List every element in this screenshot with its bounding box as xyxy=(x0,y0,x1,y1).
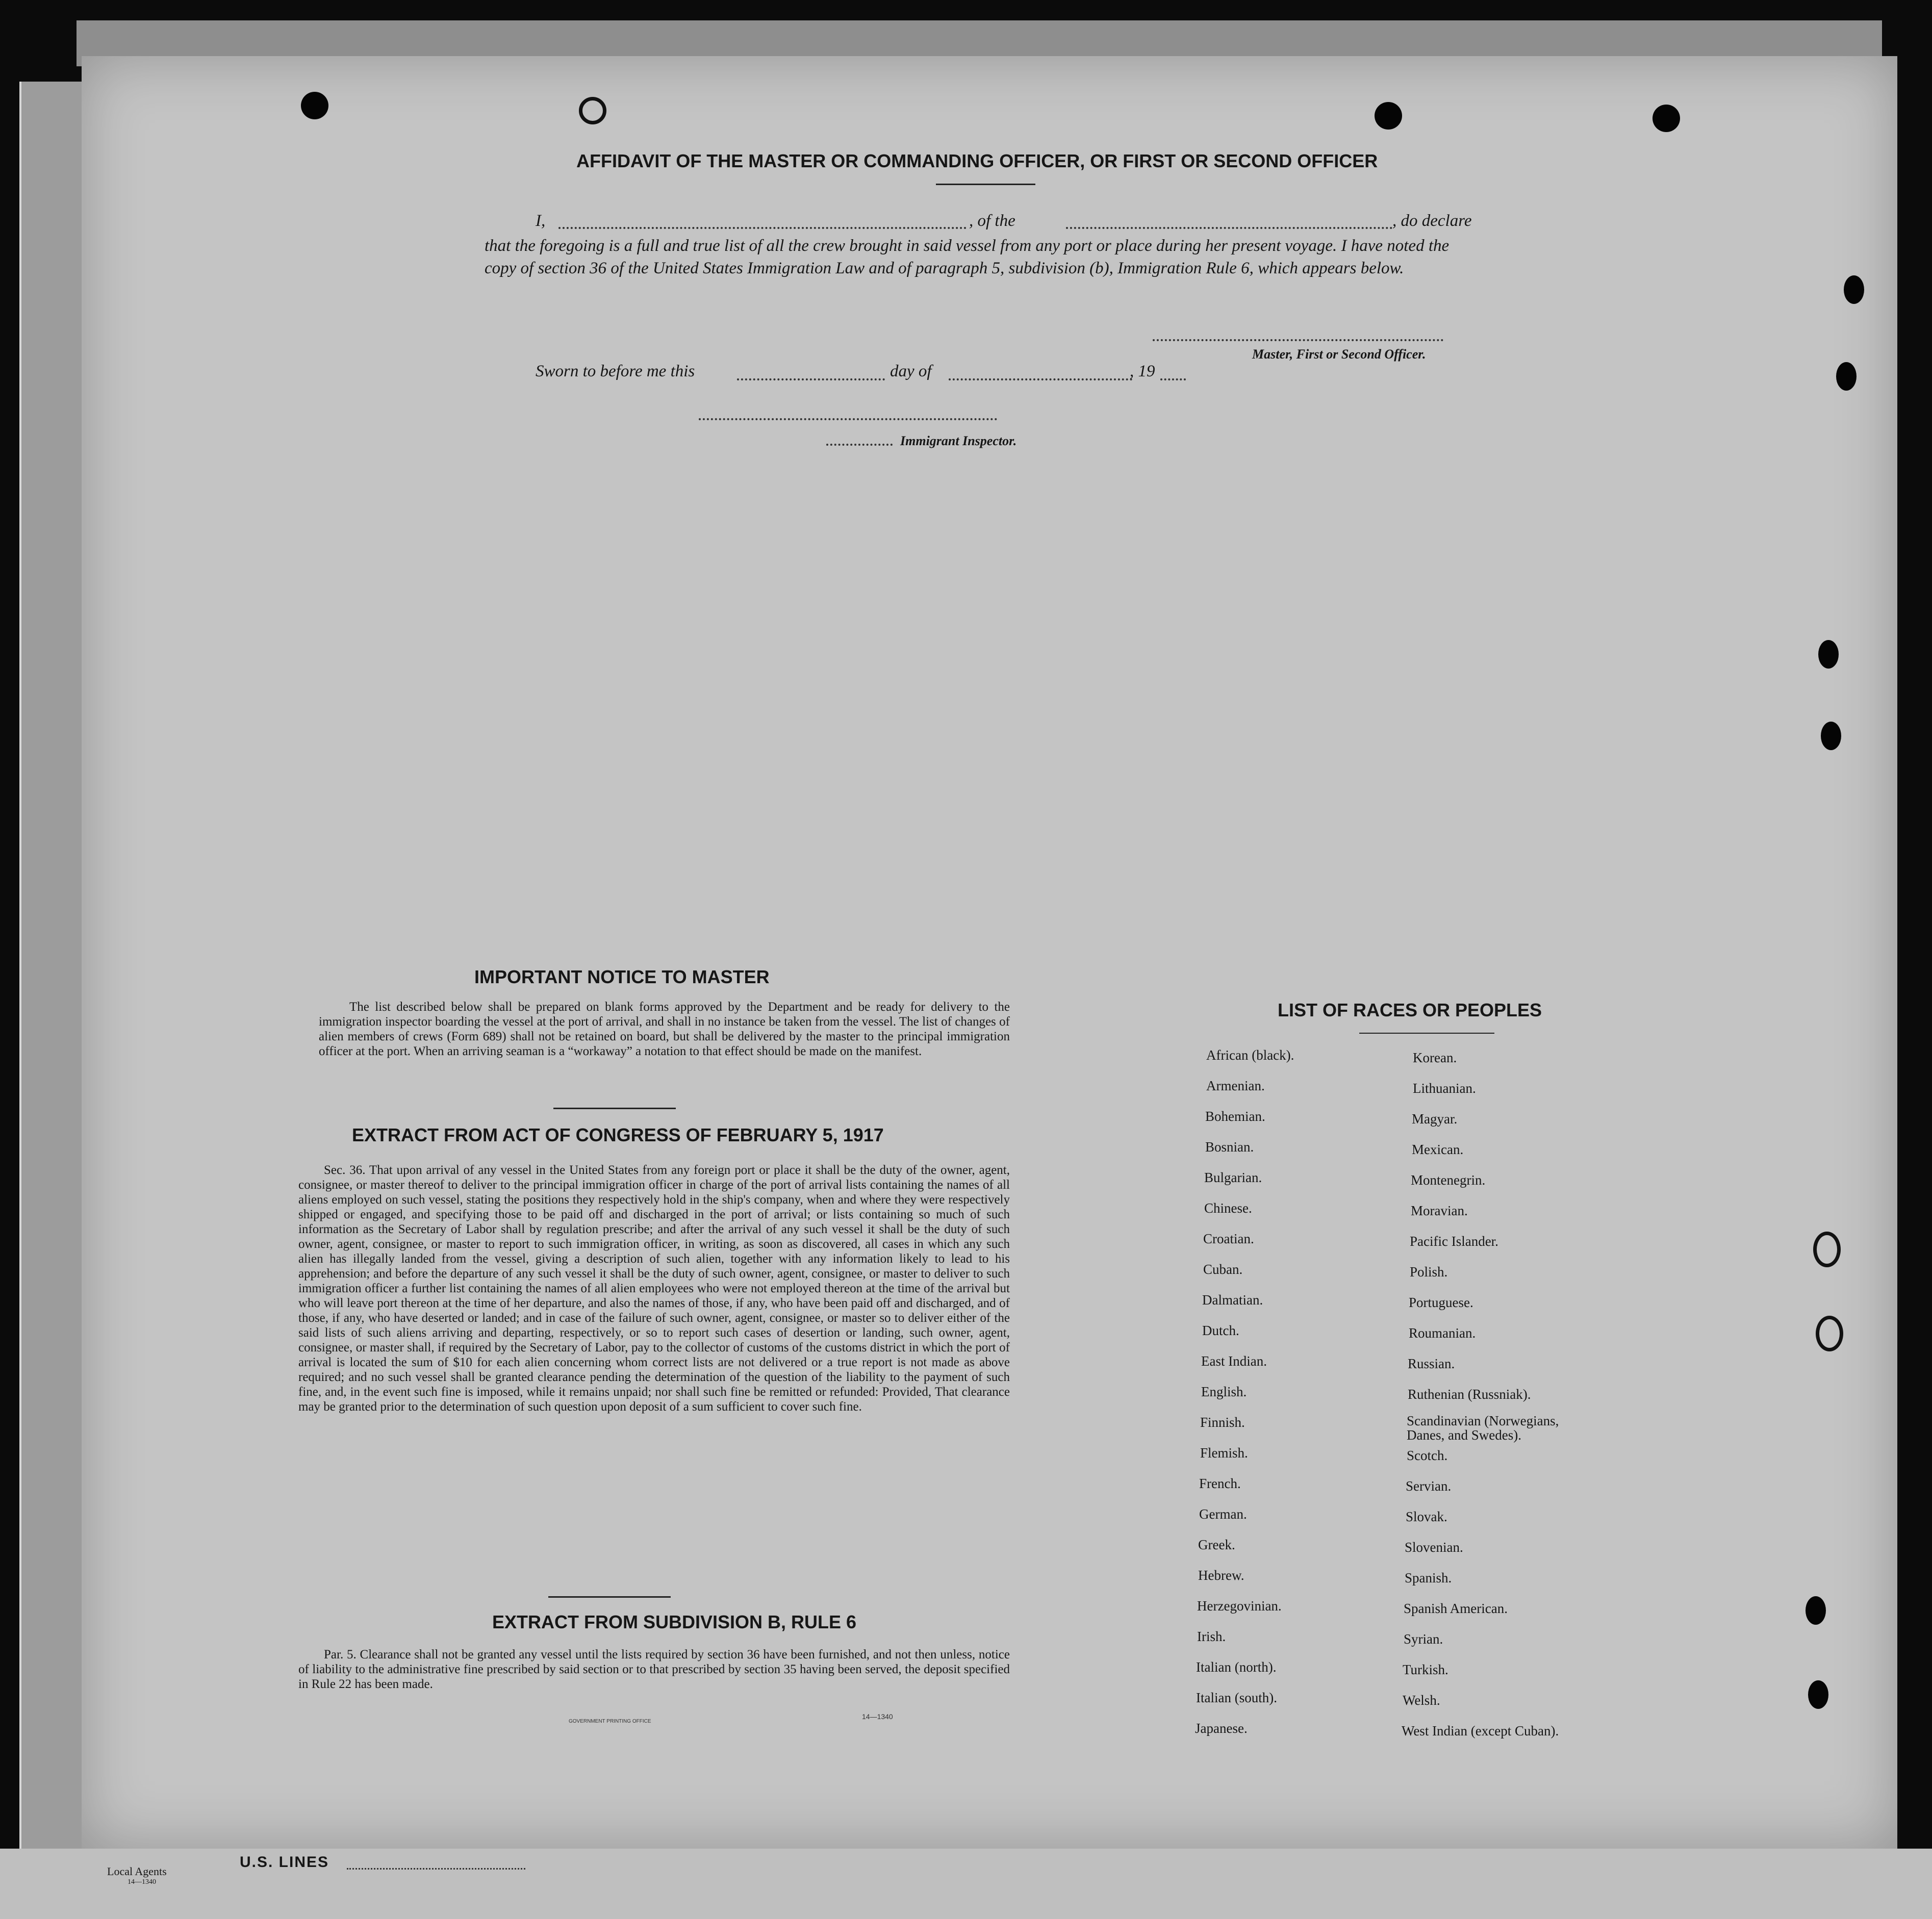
signature-label: Master, First or Second Officer. xyxy=(1252,347,1426,362)
sworn-month-blank xyxy=(949,378,1132,380)
affidavit-line-end: , do declare xyxy=(1392,212,1472,230)
agents-blank xyxy=(347,1868,525,1870)
form-number: 14—1340 xyxy=(862,1712,893,1721)
punch-hole-icon xyxy=(1844,275,1864,304)
notice-text: The list described below shall be prepared on blank forms approved by the Department and be ready for delivery to the immigration inspector boarding the vessel at the port of arrival, and shall in no instance be taken from the vessel. The list of changes of alien members of crews (Form 689) shall not be retained on board, but shall be delivered by the master to the principal immigration officer at the port. When an arriving seaman is a “workaway” a notation to that effect should be made on the manifest. xyxy=(319,1000,1010,1058)
race-item: Greek. xyxy=(1198,1537,1235,1552)
manifest-back-page xyxy=(82,56,1897,1849)
race-item: Bulgarian. xyxy=(1204,1170,1262,1185)
race-item: Flemish. xyxy=(1200,1445,1248,1461)
race-item: Spanish. xyxy=(1405,1570,1452,1585)
race-item: Lithuanian. xyxy=(1413,1081,1476,1096)
inspector-blank xyxy=(699,418,997,420)
inspector-lead-dots xyxy=(826,444,893,446)
race-item: Japanese. xyxy=(1195,1721,1248,1736)
race-item: Korean. xyxy=(1413,1050,1457,1065)
race-item: Spanish American. xyxy=(1404,1601,1508,1616)
race-item: Scandinavian (Norwegians, Danes, and Swedes). xyxy=(1407,1413,1559,1443)
extract-act-text: Sec. 36. That upon arrival of any vessel in the United States from any foreign port or place it shall be the duty of the owner, agent, consignee, or master thereof to deliver to the principal immigration officer in charge of the port of arrival lists containing the names of all aliens employed on such vessel, stating the positions they respectively hold in the ship's company, when and where they were respectively shipped or engaged, and specifying those to be paid off and discharged in the port of arrival; or lists containing so much of such information as the Secretary of Labor shall by regulation prescribe; and after the arrival of any such vessel it shall be the duty of such owner, agent, consignee, or master to report to such immigration officer, in writing, as soon as discovered, all cases in which any such alien has illegally landed from the vessel, giving a description of such alien, together with any information likely to lead to his apprehension; and before the departure of any such vessel it shall be the duty of such owner, agent, consignee, or master to deliver to such immigration officer a further list containing the names of all alien employees who were not employed thereon at the time of the arrival but who will leave port thereon at the time of her departure, and also the names of those, if any, who have been paid off and discharged, and of those, if any, who have deserted or landed; and in case of the failure of such owner, agent, consignee, or master so to deliver either of the said lists of such aliens arriving and departing, respectively, or so to report such cases of desertion or landing, such owner, agent, consignee, or master shall, if required by the Secretary of Labor, pay to the collector of customs of the customs district in which the port of arrival is located the sum of $10 for each alien concerning whom correct lists are not delivered or a true report is not made as above required; and no such vessel shall be granted clearance pending the determination of the question of the liability to the payment of such fine, and, in the event such fine is imposed, while it remains unpaid; nor shall such fine be remitted or refunded: Provided, That clearance may be granted prior to the determination of such question upon deposit of a sum sufficient to cover such fine. xyxy=(298,1163,1010,1414)
race-item: Montenegrin. xyxy=(1411,1172,1486,1188)
sworn-year-blank xyxy=(1160,378,1186,380)
race-item: Mexican. xyxy=(1412,1142,1464,1157)
punch-hole-icon xyxy=(1375,102,1402,130)
sworn-day-blank xyxy=(737,378,885,380)
punch-hole-icon xyxy=(1821,722,1841,750)
title-underline xyxy=(936,184,1035,185)
race-item: East Indian. xyxy=(1201,1353,1267,1369)
race-item: Italian (south). xyxy=(1196,1690,1277,1705)
race-item: Irish. xyxy=(1197,1629,1226,1644)
signature-blank xyxy=(1153,339,1443,341)
race-item: Italian (north). xyxy=(1196,1659,1277,1675)
race-item: Armenian. xyxy=(1206,1078,1265,1093)
race-item: Russian. xyxy=(1408,1356,1455,1371)
extract-act-title: EXTRACT FROM ACT OF CONGRESS OF FEBRUARY 5, 1917 xyxy=(352,1124,884,1145)
race-item: West Indian (except Cuban). xyxy=(1402,1723,1559,1738)
race-item: Roumanian. xyxy=(1409,1325,1476,1341)
extract-rule-text: Par. 5. Clearance shall not be granted any vessel until the lists required by section 36 have been furnished, and not then unless, notice of liability to the administrative fine prescribed by said section or to that prescribed by section 35 having been served, the deposit specified in Rule 22 has been made. xyxy=(298,1648,1010,1691)
affidavit-line-mid: , of the xyxy=(969,212,1015,230)
races-title: LIST OF RACES OR PEOPLES xyxy=(1278,1000,1542,1020)
race-item: Slovak. xyxy=(1406,1509,1447,1524)
us-lines-stamp: U.S. LINES xyxy=(240,1854,329,1871)
race-item: German. xyxy=(1199,1506,1247,1522)
race-item: English. xyxy=(1201,1384,1247,1399)
race-item: French. xyxy=(1199,1476,1241,1491)
race-item: Chinese. xyxy=(1204,1200,1252,1216)
punch-hole-icon xyxy=(1818,640,1839,669)
race-item: Welsh. xyxy=(1403,1693,1440,1708)
race-item: Croatian. xyxy=(1203,1231,1254,1246)
race-item: Scotch. xyxy=(1407,1448,1448,1463)
underlying-form-bottom xyxy=(0,1849,1932,1919)
local-agents-label: Local Agents xyxy=(107,1865,167,1878)
race-item: Moravian. xyxy=(1411,1203,1468,1218)
punch-hole-icon xyxy=(1808,1680,1828,1709)
affidavit-title: AFFIDAVIT OF THE MASTER OR COMMANDING OFFICER, OR FIRST OR SECOND OFFICER xyxy=(576,150,1378,171)
punch-hole-icon xyxy=(1653,105,1680,132)
race-item: Slovenian. xyxy=(1405,1540,1463,1555)
race-item: Turkish. xyxy=(1403,1662,1448,1677)
local-agents-form-number: 14—1340 xyxy=(128,1878,156,1886)
punch-hole-icon xyxy=(579,97,606,124)
section-divider xyxy=(553,1108,676,1109)
inspector-label: Immigrant Inspector. xyxy=(900,433,1017,448)
race-item: Pacific Islander. xyxy=(1410,1234,1498,1249)
races-underline xyxy=(1359,1033,1494,1034)
vessel-blank xyxy=(1066,227,1392,229)
race-item: Bohemian. xyxy=(1205,1109,1265,1124)
affidavit-body: that the foregoing is a full and true list of all the crew brought in said vessel from any port or place during her present voyage. I have noted the copy of section 36 of the United States Immigration Law and of paragraph 5, subdivision (b), Immigration Rule 6, which appears below. xyxy=(485,237,1450,277)
race-item: Dalmatian. xyxy=(1202,1292,1263,1308)
race-item: Magyar. xyxy=(1412,1111,1458,1127)
notice-title: IMPORTANT NOTICE TO MASTER xyxy=(474,966,770,987)
punch-hole-icon xyxy=(1806,1596,1826,1625)
sworn-start: Sworn to before me this xyxy=(536,362,695,380)
race-item: Hebrew. xyxy=(1198,1568,1244,1583)
race-item: Herzegovinian. xyxy=(1197,1598,1282,1614)
punch-hole-icon xyxy=(301,92,328,119)
race-item: Dutch. xyxy=(1202,1323,1239,1338)
race-item: Ruthenian (Russniak). xyxy=(1408,1387,1531,1402)
punch-hole-icon xyxy=(1816,1316,1843,1351)
race-item: African (black). xyxy=(1206,1047,1294,1063)
affidavit-line-start: I, xyxy=(536,212,546,230)
name-blank xyxy=(558,227,967,229)
sworn-year: , 19 xyxy=(1130,362,1155,380)
race-item: Portuguese. xyxy=(1409,1295,1473,1310)
punch-hole-icon xyxy=(1813,1232,1841,1267)
punch-hole-icon xyxy=(1836,362,1857,391)
race-item: Polish. xyxy=(1410,1264,1448,1280)
race-item: Finnish. xyxy=(1200,1415,1245,1430)
race-item: Servian. xyxy=(1406,1478,1452,1494)
race-item: Cuban. xyxy=(1203,1262,1243,1277)
printer-imprint: GOVERNMENT PRINTING OFFICE xyxy=(569,1719,651,1724)
sworn-mid: day of xyxy=(890,362,932,380)
race-item: Bosnian. xyxy=(1205,1139,1254,1155)
extract-rule-title: EXTRACT FROM SUBDIVISION B, RULE 6 xyxy=(492,1611,857,1632)
section-divider xyxy=(548,1596,671,1598)
race-item: Syrian. xyxy=(1404,1631,1443,1647)
